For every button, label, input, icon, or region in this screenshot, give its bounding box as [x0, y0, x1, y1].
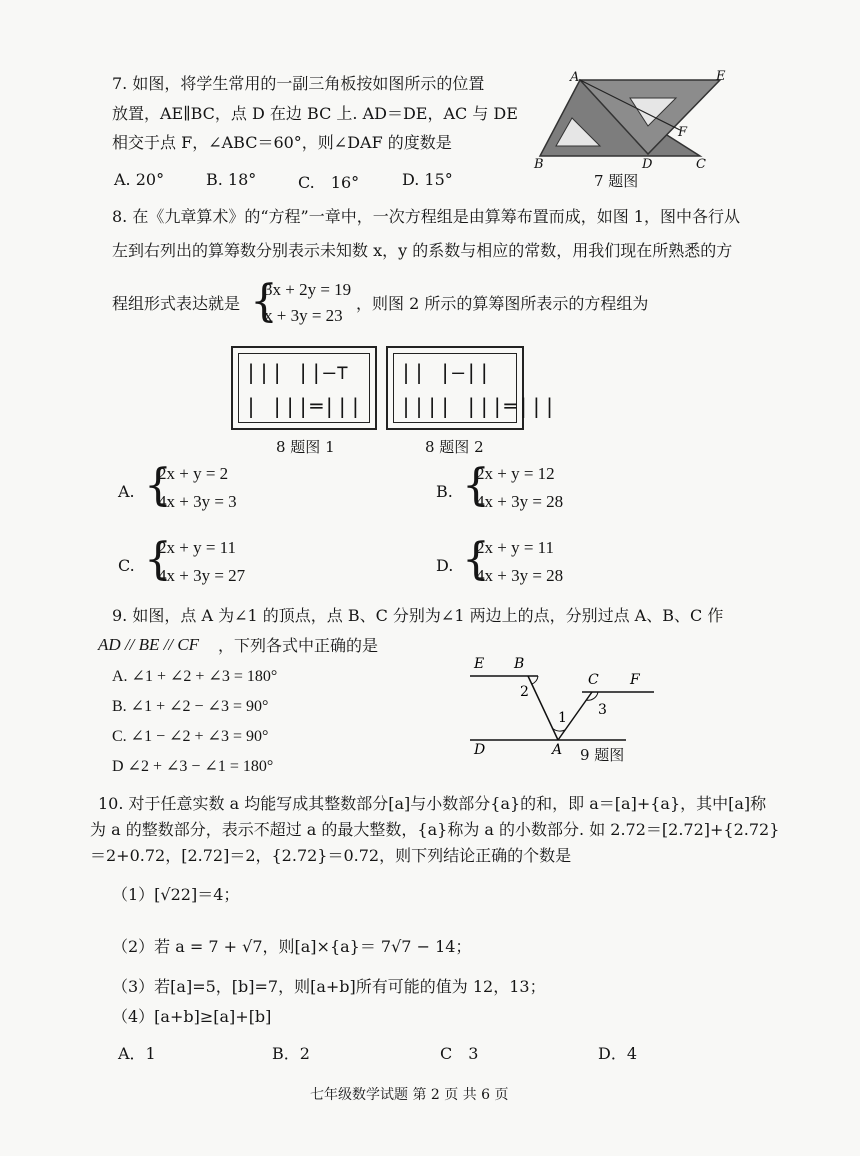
q9-label-1: 1 — [558, 710, 567, 726]
q8-option-d-eq2: 4x + 3y = 28 — [476, 566, 564, 585]
q10-item-2: （2）若 a = 7 + √7，则[a]×{a}＝ 7√7 − 14； — [112, 937, 472, 956]
q8-given-system — [250, 276, 370, 332]
q8-fig2-row1: || |—|| — [400, 360, 492, 384]
q7-line2: 放置，AE∥BC，点 D 在边 BC 上. AD＝DE，AC 与 DE — [112, 104, 518, 123]
q10-option-a: A．1 — [118, 1044, 156, 1063]
q7-option-d: D. 15° — [402, 170, 453, 189]
q7-line3: 相交于点 F，∠ABC＝60°，则∠DAF 的度数是 — [112, 133, 452, 152]
q9-label-d: D — [474, 742, 486, 758]
q10-option-c: C 3 — [440, 1044, 479, 1063]
q9-label-2: 2 — [520, 684, 529, 700]
q8-option-c-eq2: 4x + 3y = 27 — [158, 566, 246, 585]
q8-line3-suffix: ，则图 2 所示的算筹图所表示的方程组为 — [356, 294, 649, 313]
q9-line2-text: ，下列各式中正确的是 — [218, 636, 379, 655]
q8-option-d-label: D. — [436, 556, 454, 575]
q8-option-b-system — [462, 460, 602, 518]
q7-option-c: C. 16° — [298, 173, 360, 192]
q7-option-a: A. 20° — [114, 170, 165, 189]
q10-line3: ＝2+0.72，[2.72]＝2，{2.72}＝0.72，则下列结论正确的个数是 — [90, 846, 572, 865]
q7-label-e: E — [716, 69, 726, 84]
q7-line1: 7. 如图，将学生常用的一副三角板按如图所示的位置 — [112, 74, 485, 93]
q8-line1: 8. 在《九章算术》的“方程”一章中，一次方程组是由算筹布置而成，如图 1，图中各行从 — [112, 207, 740, 226]
q7-label-a: A — [570, 70, 580, 85]
q8-option-a-system — [144, 460, 284, 518]
q9-option-b: B. ∠1 + ∠2 − ∠3 = 90° — [112, 698, 269, 715]
q7-label-b: B — [534, 157, 544, 172]
q8-option-c-eq1: 2x + y = 11 — [158, 538, 237, 557]
q7-label-c: C — [696, 157, 706, 172]
q8-option-a-label: A. — [118, 482, 135, 501]
q8-fig1-row1: ||| ||—⊤ — [245, 360, 350, 384]
q10-item-3: （3）若[a]=5，[b]=7，则[a+b]所有可能的值为 12，13； — [112, 977, 546, 996]
q9-figure-caption: 9 题图 — [580, 746, 625, 764]
q10-item-4: （4）[a+b]≥[a]+[b] — [112, 1007, 272, 1026]
q7-figure — [530, 68, 740, 178]
q7-label-f: F — [678, 125, 688, 140]
brace-icon: { — [250, 276, 278, 327]
q8-figure-2 — [386, 346, 557, 430]
q9-line1: 9. 如图，点 A 为∠1 的顶点，点 B、C 分别为∠1 两边上的点，分别过点 A、B、C 作 — [112, 606, 724, 625]
q8-option-a-eq2: 4x + 3y = 3 — [158, 492, 237, 511]
q8-fig2-row2: |||| |||═||| — [400, 394, 557, 418]
q9-label-3: 3 — [598, 702, 607, 718]
q10-item-1: （1）[√22]＝4； — [112, 885, 240, 904]
q10-option-b: B．2 — [272, 1044, 310, 1063]
brace-icon: { — [462, 534, 490, 585]
q8-option-b-eq1: 2x + y = 12 — [476, 464, 555, 483]
q9-label-f: F — [630, 672, 640, 688]
q9-line2-math: AD // BE // CF — [98, 635, 200, 654]
brace-icon: { — [144, 534, 172, 585]
q8-line3-prefix: 程组形式表达就是 — [112, 294, 241, 313]
q8-option-b-eq2: 4x + 3y = 28 — [476, 492, 564, 511]
q8-option-a-eq1: 2x + y = 2 — [158, 464, 229, 483]
q7-figure-caption: 7 题图 — [594, 172, 639, 190]
q8-fig2-caption: 8 题图 2 — [425, 438, 484, 456]
q9-figure — [466, 652, 662, 762]
q8-given-eq2: x + 3y = 23 — [264, 306, 343, 325]
q8-fig1-caption: 8 题图 1 — [276, 438, 335, 456]
brace-icon: { — [462, 460, 490, 511]
q8-line2: 左到右列出的算筹数分别表示未知数 x，y 的系数与相应的常数，用我们现在所熟悉的方 — [112, 241, 733, 260]
brace-icon: { — [144, 460, 172, 511]
q9-label-c: C — [588, 672, 599, 688]
q9-angle-2-arc — [532, 676, 538, 684]
page-footer: 七年级数学试题 第 2 页 共 6 页 — [310, 1087, 509, 1103]
q8-given-eq1: 3x + 2y = 19 — [264, 280, 352, 299]
q9-option-a: A. ∠1 + ∠2 + ∠3 = 180° — [112, 668, 278, 685]
q8-option-c-label: C. — [118, 556, 135, 575]
q8-figure-1 — [231, 346, 377, 430]
q7-option-b: B. 18° — [206, 170, 257, 189]
q8-fig1-row2: | |||═||| — [245, 394, 363, 418]
q10-line2: 为 a 的整数部分，表示不超过 a 的最大整数，{a}称为 a 的小数部分. 如 2.72＝[2.72]+{2.72} — [90, 820, 780, 839]
q9-option-c: C. ∠1 − ∠2 + ∠3 = 90° — [112, 728, 269, 745]
q8-option-c-system — [144, 534, 284, 592]
q10-option-d: D．4 — [598, 1044, 638, 1063]
q8-option-d-system — [462, 534, 602, 592]
q9-label-e: E — [474, 656, 485, 672]
q9-option-d: D ∠2 + ∠3 − ∠1 = 180° — [112, 758, 274, 775]
q9-line-ab — [528, 676, 558, 740]
q8-option-d-eq1: 2x + y = 11 — [476, 538, 555, 557]
q7-label-d: D — [642, 157, 653, 172]
q9-label-b: B — [514, 656, 525, 672]
q10-line1: 10. 对于任意实数 a 均能写成其整数部分[a]与小数部分{a}的和，即 a＝[a]+{a}，其中[a]称 — [98, 794, 767, 813]
q8-option-b-label: B. — [436, 482, 453, 501]
q9-label-a: A — [552, 742, 563, 758]
